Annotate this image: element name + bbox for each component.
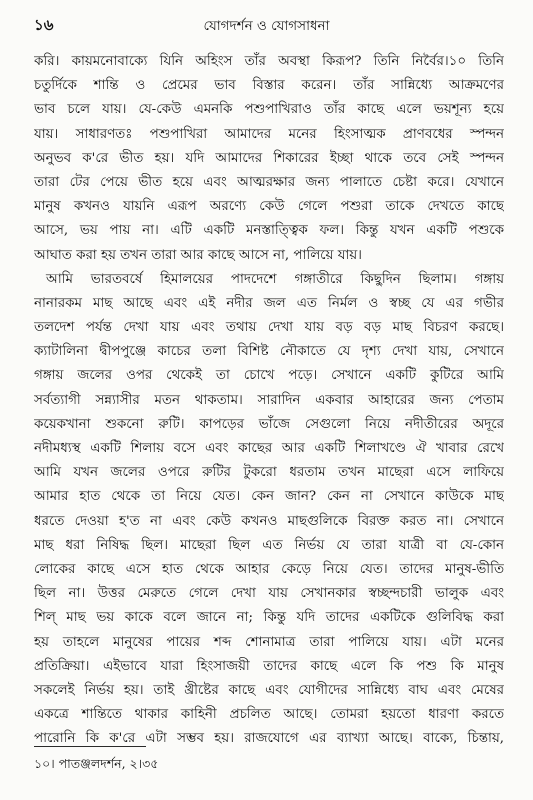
body-text bbox=[34, 50, 504, 751]
text-line-paragraph-start: আমি ভারতবর্ষে হিমালয়ের পাদদেশে গঙ্গাতীরে কিছুদিন ছিলাম। গঙ্গায় bbox=[46, 271, 504, 287]
text-line: চতুর্দিকে শান্তি ও প্রেমের ভাব বিস্তার করেন। তাঁর সান্নিধ্যে আক্রমণের bbox=[34, 78, 504, 94]
text-line: নদীমধ্যস্থ একটি শিলায় বসে এবং কাছের আর একটি শিলাখণ্ডে ঐ খাবার রেখে bbox=[34, 441, 504, 456]
text-line-paragraph-end: আঘাত করা হয় তখন তারা আর কাছে আসে না, পালিয়ে যায়। bbox=[34, 247, 362, 263]
page-number: ১৬ bbox=[34, 16, 54, 34]
text-line: একত্রে শান্তিতে থাকার কাহিনী প্রচলিত আছে। তোমরা হয়তো ধারণা করতে bbox=[34, 707, 504, 723]
text-line: সর্বত্যাগী সন্ন্যাসীর মতন থাকতাম। সারাদিন একবার আহারের জন্য পেতাম bbox=[34, 392, 504, 408]
text-line: আসে, ভয় পায় না। এটি একটি মনস্তাত্ত্বিক ফল। কিন্তু যখন একটি পশুকে bbox=[34, 223, 504, 239]
text-line: মাছ ধরা নিষিদ্ধ ছিল। মাছেরা ছিল এত নির্ভয় যে তারা যাত্রী বা যে-কোন bbox=[34, 537, 504, 553]
text-line: ছিল না। উত্তর মেরুতে গেলে দেখা যায় সেখানকার স্বচ্ছন্দচারী ভালুক এবং bbox=[34, 586, 504, 602]
text-line: মানুষ কখনও যায়নি এরূপ অরণ্যে কেউ গেলে পশুরা তাকে দেখতে কাছে bbox=[34, 199, 504, 215]
page-header bbox=[34, 14, 499, 38]
text-line: আমি যখন জলের ওপরে রুটির টুকরো ধরতাম তখন মাছেরা এসে লাফিয়ে bbox=[34, 465, 504, 481]
text-line: লোকের কাছে এসে হাত থেকে আহার কেড়ে নিয়ে যেত। তাদের মানুষ-ভীতি bbox=[34, 561, 504, 577]
text-line: ভাব চলে যায়। যে-কেউ এমনকি পশুপাখিরাও তাঁর কাছে এলে ভয়শূন্য হয়ে bbox=[34, 102, 504, 118]
text-line: তারা টের পেয়ে ভীত হয়ে এবং আত্মরক্ষার জন্য পালাতে চেষ্টা করে। যেখানে bbox=[34, 174, 504, 190]
text-line: আমার হাত থেকে তা নিয়ে যেত। কেন জান? কেন না সেখানে কাউকে মাছ bbox=[34, 489, 504, 505]
text-line: সকলেই নির্ভয় হয়। তাই খ্রীষ্টের কাছে এবং যোগীদের সান্নিধ্যে বাঘ এবং মেষের bbox=[34, 682, 504, 698]
text-line: করি। কায়মনোবাক্যে যিনি অহিংস তাঁর অবস্থা কিরূপ? তিনি নির্বৈর।১০ তিনি bbox=[34, 54, 504, 69]
text-line: পারোনি কি ক'রে এটা সম্ভব হয়। রাজযোগে এর ব্যাখ্যা আছে। বাক্যে, চিন্তায়, bbox=[34, 731, 504, 747]
text-line: ক্যাটালিনা দ্বীপপুঞ্জে কাচের তলা বিশিষ্ট নৌকাতে যে দৃশ্য দেখা যায়, সেখানে bbox=[34, 344, 504, 360]
text-line: প্রতিক্রিয়া। এইভাবে যারা হিংসাজয়ী তাদের কাছে এলে কি পশু কি মানুষ bbox=[34, 658, 504, 674]
text-line: নানারকম মাছ আছে এবং এই নদীর জল এত নির্মল ও স্বচ্ছ যে এর গভীর bbox=[34, 295, 504, 311]
footnote: ১০। পাতঞ্জলদর্শন, ২।৩৫ bbox=[34, 756, 159, 771]
text-line: হয় তাহলে মানুষের পায়ের শব্দ শোনামাত্র তারা পালিয়ে যায়। এটা মনের bbox=[34, 634, 504, 650]
text-line: শিল্ মাছ ভয় কাকে বলে জানে না; কিন্তু যদি তাদের একটিকে গুলিবিদ্ধ করা bbox=[34, 610, 504, 626]
text-line: কয়েকখানা শুকনো রুটি। কাপড়ের ভাঁজে সেগুলো নিয়ে নদীতীরের অদূরে bbox=[34, 416, 504, 432]
text-line: ধরতে দেওয়া হ'ত না এবং কেউ কখনও মাছগুলিকে বিরক্ত করত না। সেখানে bbox=[34, 513, 504, 529]
text-line: যায়। সাধারণতঃ পশুপাখিরা আমাদের মনের হিংসাত্মক প্রাণবধের স্পন্দন bbox=[34, 126, 504, 142]
text-line: অনুভব ক'রে ভীত হয়। যদি আমাদের শিকারের ইচ্ছা থাকে তবে সেই স্পন্দন bbox=[34, 150, 504, 166]
running-title: যোগদর্শন ও যোগসাধনা bbox=[203, 18, 330, 34]
text-line: গঙ্গায় জলের ওপর থেকেই তা চোখে পড়ে। সেখানে একটি কুটিরে আমি bbox=[34, 368, 504, 384]
text-line: তলদেশ পর্যন্ত দেখা যায় এবং তথায় দেখা যায় বড় বড় মাছ বিচরণ করছে। bbox=[34, 320, 504, 336]
footnote-divider bbox=[34, 746, 146, 747]
